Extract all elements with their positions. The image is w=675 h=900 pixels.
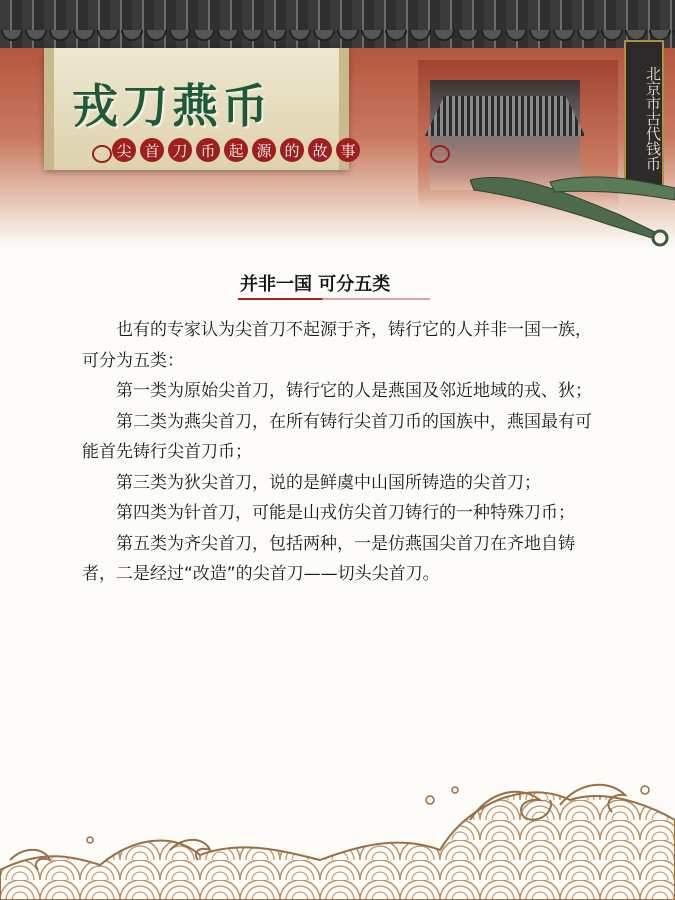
article-body <box>82 315 602 590</box>
subtitle-char: 的 <box>280 138 304 162</box>
pavilion-roof <box>425 96 585 136</box>
section-heading: 并非一国 可分五类 <box>240 274 391 295</box>
subtitle-char: 尖 <box>112 138 136 162</box>
subtitle-seals <box>112 138 360 162</box>
cloud-ornament-icon <box>92 145 112 163</box>
paragraph: 第二类为燕尖首刀，在所有铸行尖首刀币的国族中，燕国最有可能首先铸行尖首刀币； <box>82 411 592 462</box>
cloud-ornament-icon <box>430 145 450 163</box>
subtitle-char: 刀 <box>168 138 192 162</box>
paragraph: 第三类为狄尖首刀，说的是鲜虞中山国所铸造的尖首刀； <box>116 472 541 493</box>
paragraph: 也有的专家认为尖首刀不起源于齐，铸行它的人并非一国一族，可分为五类： <box>82 320 592 371</box>
wave-pattern-decoration <box>0 760 675 900</box>
page-title: 戎刀燕币 <box>72 79 272 133</box>
paragraph: 第一类为原始尖首刀，铸行它的人是燕国及邻近地域的戎、狄； <box>116 381 592 401</box>
subtitle-char: 起 <box>224 138 248 162</box>
subtitle-char: 故 <box>308 138 332 162</box>
subtitle-char: 首 <box>140 138 164 162</box>
paragraph: 第五类为齐尖首刀，包括两种，一是仿燕国尖首刀在齐地自铸者，二是经过“改造”的尖首刀——切头尖首刀。 <box>82 533 575 584</box>
subtitle-char: 事 <box>336 138 360 162</box>
museum-sign-board: 北京市古代钱币 <box>624 40 664 190</box>
subtitle-char: 币 <box>196 138 220 162</box>
paragraph: 第四类为针首刀，可能是山戎仿尖首刀铸行的一种特殊刀币； <box>116 503 575 523</box>
subtitle-char: 源 <box>252 138 276 162</box>
knife-coin-icon <box>470 160 675 250</box>
heading-underline <box>238 298 430 300</box>
